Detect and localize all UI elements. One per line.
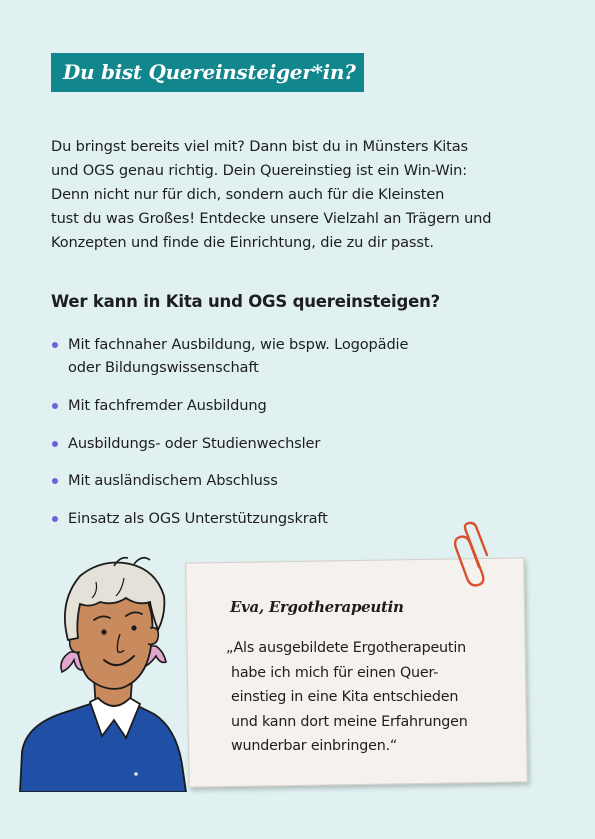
list-item xyxy=(51,507,408,530)
bullet-dot-icon xyxy=(52,516,58,522)
list-item xyxy=(51,394,408,417)
list-item-text: Mit ausländischem Abschluss xyxy=(68,472,278,489)
testimonial-quote xyxy=(226,636,468,759)
title-banner xyxy=(51,53,364,92)
bullet-dot-icon xyxy=(52,342,58,348)
list-item-text: Mit fachnaher Ausbildung, wie bspw. Logopädie xyxy=(68,336,409,353)
eligibility-list xyxy=(51,333,408,530)
bullet-dot-icon xyxy=(52,441,58,447)
bullet-dot-icon xyxy=(52,478,58,484)
quote-line: wunderbar einbringen.“ xyxy=(231,738,398,754)
list-item-text: oder Bildungswissenschaft xyxy=(68,359,259,376)
quote-line: „Als ausgebildete Ergotherapeutin xyxy=(226,640,466,656)
list-item-text: Einsatz als OGS Unterstützungskraft xyxy=(68,510,328,527)
list-item xyxy=(51,333,408,379)
list-item-text: Mit fachfremder Ausbildung xyxy=(68,397,267,414)
paperclip-icon xyxy=(452,521,492,587)
section-heading: Wer kann in Kita und OGS quereinsteigen? xyxy=(51,292,440,311)
page-title: Du bist Quereinsteiger*in? xyxy=(63,60,356,84)
intro-line: Denn nicht nur für dich, sondern auch für die Kleinsten xyxy=(51,186,445,203)
intro-line: und OGS genau richtig. Dein Quereinstieg ist ein Win-Win: xyxy=(51,162,467,179)
person-illustration xyxy=(18,552,218,792)
bullet-dot-icon xyxy=(52,403,58,409)
intro-paragraph xyxy=(51,135,541,255)
quote-line: und kann dort meine Erfahrungen xyxy=(231,713,468,730)
list-item xyxy=(51,432,408,455)
quote-line: habe ich mich für einen Quer- xyxy=(231,664,439,681)
list-item-text: Ausbildungs- oder Studienwechsler xyxy=(68,435,321,452)
intro-line: Konzepten und finde die Einrichtung, die zu dir passt. xyxy=(51,234,434,251)
testimonial-name: Eva, Ergotherapeutin xyxy=(230,598,404,616)
quote-line: einstieg in eine Kita entschieden xyxy=(231,689,459,705)
intro-line: tust du was Großes! Entdecke unsere Vielzahl an Trägern und xyxy=(51,210,492,227)
list-item xyxy=(51,469,408,492)
intro-line: Du bringst bereits viel mit? Dann bist du in Münsters Kitas xyxy=(51,138,468,155)
